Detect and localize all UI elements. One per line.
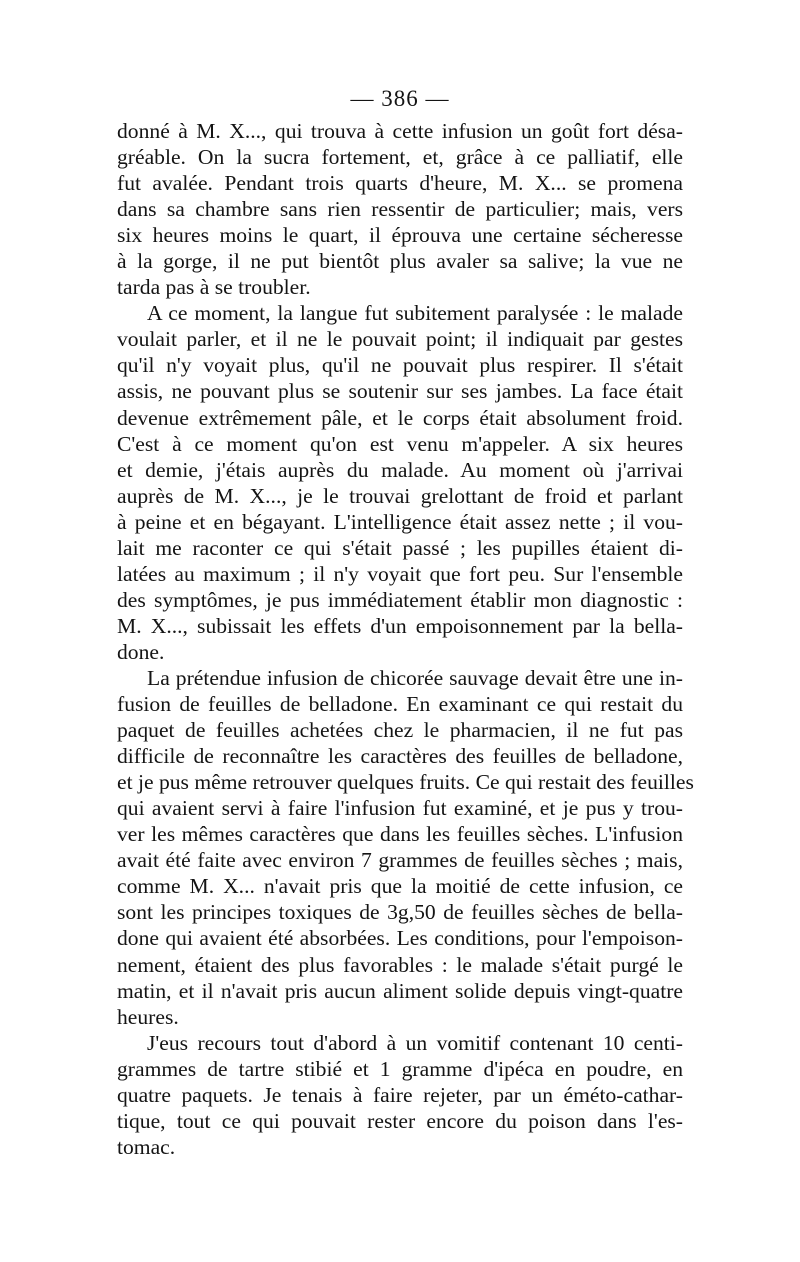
text-line: tique, tout ce qui pouvait rester encore du poison dans l'es- — [117, 1108, 683, 1133]
text-line: latées au maximum ; il n'y voyait que fort peu. Sur l'ensemble — [117, 561, 683, 586]
text-line: done. — [117, 639, 165, 664]
paragraph — [117, 300, 683, 665]
text-line: qui avaient servi à faire l'infusion fut examiné, et je pus y trou- — [117, 796, 683, 821]
text-line: nement, étaient des plus favorables : le malade s'était purgé le — [117, 952, 683, 977]
text-line: matin, et il n'avait pris aucun aliment solide depuis vingt-quatre — [117, 978, 683, 1003]
text-line: A ce moment, la langue fut subitement paralysée : le malade — [147, 301, 683, 326]
text-line: J'eus recours tout d'abord à un vomitif contenant 10 centi- — [147, 1030, 683, 1055]
page-number: — 386 — — [350, 86, 450, 111]
text-line: devenue extrêmement pâle, et le corps était absolument froid. — [117, 405, 683, 430]
text-line: C'est à ce moment qu'on est venu m'appeler. A six heures — [117, 431, 683, 456]
text-line: et je pus même retrouver quelques fruits. Ce qui restait des feuilles — [117, 770, 694, 795]
text-line: gréable. On la sucra fortement, et, grâce à ce palliatif, elle — [117, 145, 683, 170]
text-line: sont les principes toxiques de 3g,50 de feuilles sèches de bella- — [117, 900, 683, 925]
text-line: ver les mêmes caractères que dans les feuilles sèches. L'infusion — [117, 822, 683, 847]
text-line: fut avalée. Pendant trois quarts d'heure, M. X... se promena — [117, 171, 683, 196]
text-line: auprès de M. X..., je le trouvai grelottant de froid et parlant — [117, 483, 683, 508]
text-line: à la gorge, il ne put bientôt plus avaler sa salive; la vue ne — [117, 249, 683, 274]
text-line: voulait parler, et il ne le pouvait point; il indiquait par gestes — [117, 327, 683, 352]
text-line: M. X..., subissait les effets d'un empoisonnement par la bella- — [117, 613, 683, 638]
text-line: quatre paquets. Je tenais à faire rejeter, par un éméto-cathar- — [117, 1082, 683, 1107]
text-line: done qui avaient été absorbées. Les conditions, pour l'empoison- — [117, 926, 683, 951]
text-line: La prétendue infusion de chicorée sauvage devait être une in- — [147, 665, 683, 690]
text-line: assis, ne pouvant plus se soutenir sur ses jambes. La face était — [117, 379, 683, 404]
text-line: des symptômes, je pus immédiatement établir mon diagnostic : — [117, 587, 683, 612]
text-line: tarda pas à se troubler. — [117, 275, 311, 300]
text-line: avait été faite avec environ 7 grammes de feuilles sèches ; mais, — [117, 848, 683, 873]
paragraph — [117, 665, 694, 1030]
text-line: heures. — [117, 1004, 179, 1029]
text-line: et demie, j'étais auprès du malade. Au moment où j'arrivai — [117, 457, 683, 482]
paragraph — [117, 118, 683, 300]
text-line: lait me raconter ce qui s'était passé ; les pupilles étaient di- — [117, 535, 683, 560]
text-line: six heures moins le quart, il éprouva une certaine sécheresse — [117, 223, 683, 248]
text-line: dans sa chambre sans rien ressentir de particulier; mais, vers — [117, 197, 683, 222]
text-line: qu'il n'y voyait plus, qu'il ne pouvait plus respirer. Il s'était — [117, 353, 683, 378]
text-line: difficile de reconnaître les caractères des feuilles de belladone, — [117, 744, 683, 769]
text-line: grammes de tartre stibié et 1 gramme d'ipéca en poudre, en — [117, 1056, 683, 1081]
text-line: comme M. X... n'avait pris que la moitié de cette infusion, ce — [117, 874, 683, 899]
text-line: tomac. — [117, 1134, 176, 1159]
text-line: paquet de feuilles achetées chez le pharmacien, il ne fut pas — [117, 718, 683, 743]
body-text — [117, 118, 694, 1160]
paragraph — [117, 1030, 683, 1160]
text-line: à peine et en bégayant. L'intelligence était assez nette ; il vou- — [117, 509, 683, 534]
text-line: fusion de feuilles de belladone. En examinant ce qui restait du — [117, 692, 683, 717]
text-line: donné à M. X..., qui trouva à cette infusion un goût fort désa- — [117, 119, 683, 143]
